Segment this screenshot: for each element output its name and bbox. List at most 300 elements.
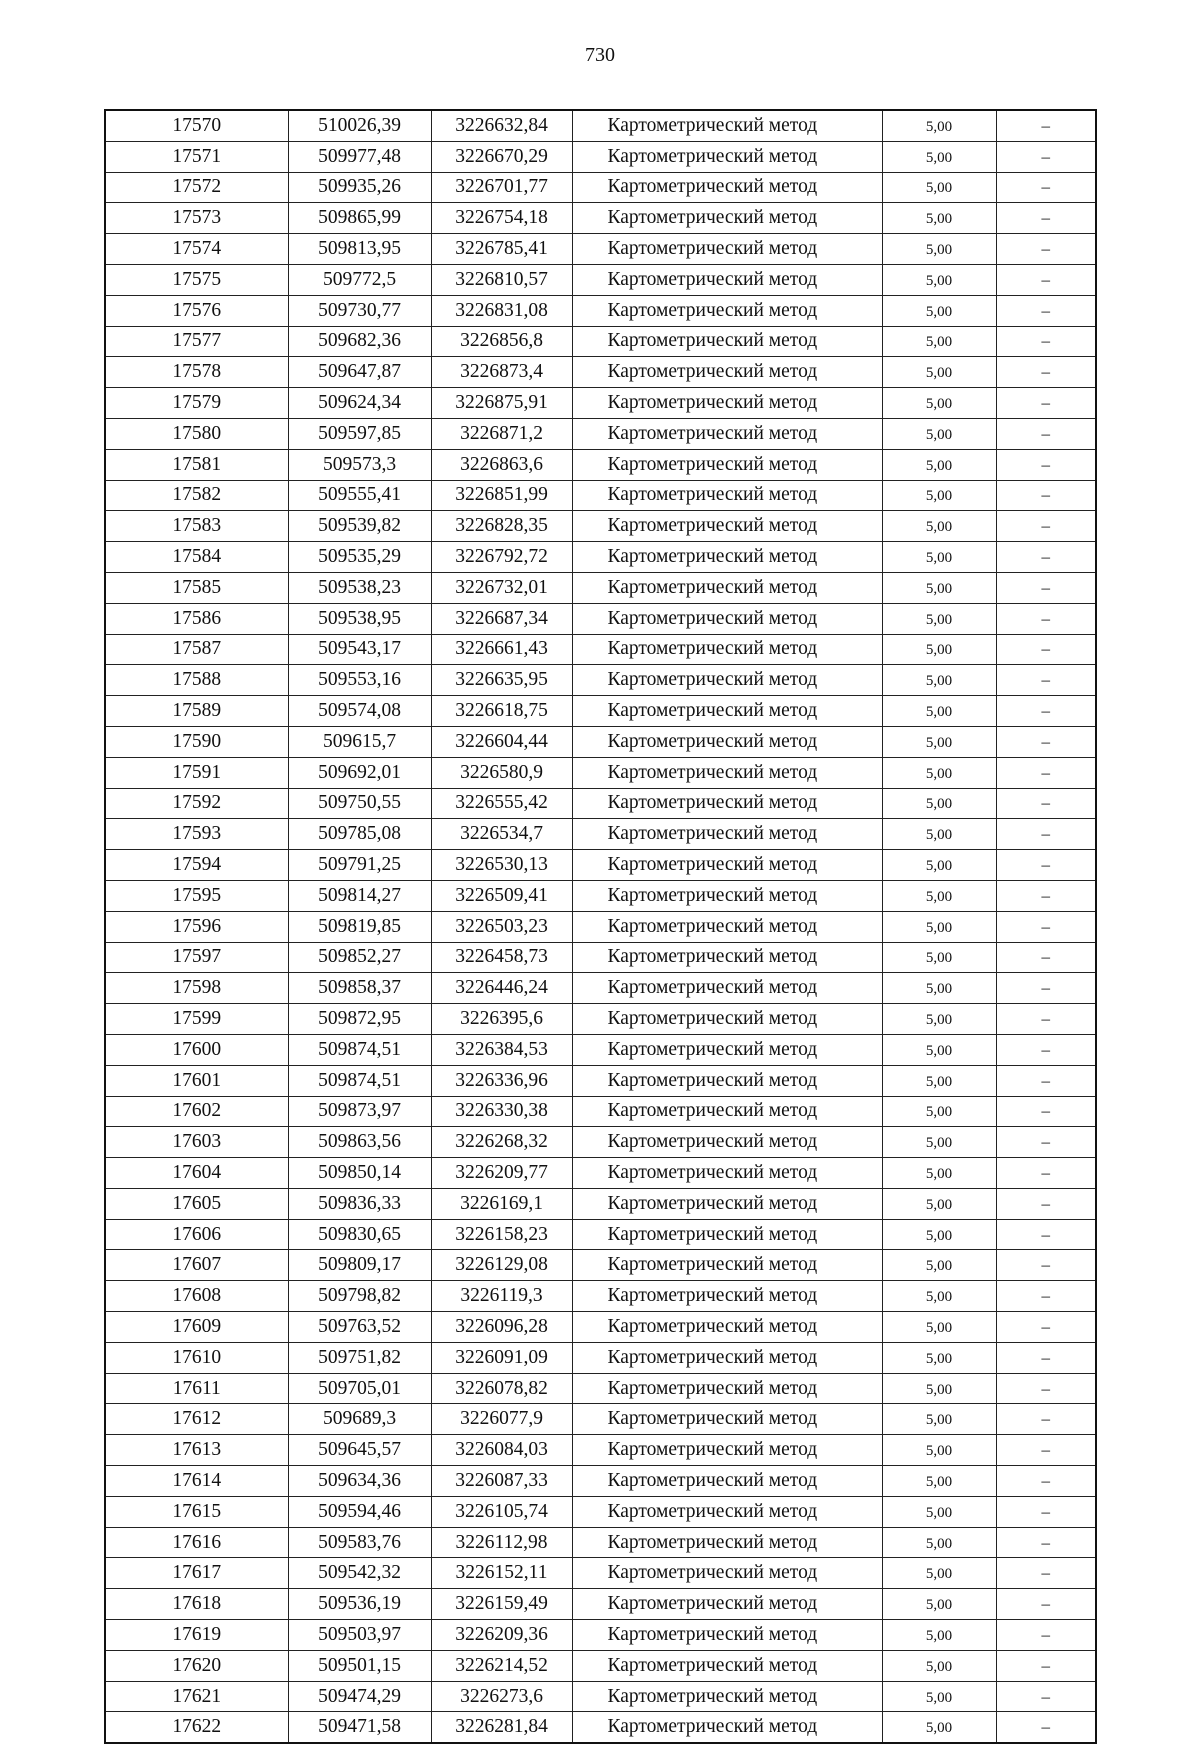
x-coordinate-cell: 509471,58 [288,1712,431,1743]
error-cell: 5,00 [882,1004,996,1035]
method-cell: Картометрический метод [572,1188,882,1219]
note-cell: – [996,141,1096,172]
method-cell: Картометрический метод [572,911,882,942]
error-cell: 5,00 [882,141,996,172]
point-number-cell: 17590 [105,726,288,757]
table-row [105,326,1096,357]
point-number-cell: 17609 [105,1312,288,1343]
error-cell: 5,00 [882,572,996,603]
y-coordinate-cell: 3226670,29 [431,141,572,172]
x-coordinate-cell: 509535,29 [288,542,431,573]
method-cell: Картометрический метод [572,696,882,727]
error-cell: 5,00 [882,1158,996,1189]
table-row [105,696,1096,727]
method-cell: Картометрический метод [572,511,882,542]
coordinates-table [104,109,1097,1744]
table-row [105,203,1096,234]
table-row [105,110,1096,141]
note-cell: – [996,511,1096,542]
x-coordinate-cell: 509536,19 [288,1589,431,1620]
x-coordinate-cell: 509583,76 [288,1527,431,1558]
point-number-cell: 17582 [105,480,288,511]
x-coordinate-cell: 509634,36 [288,1466,431,1497]
y-coordinate-cell: 3226828,35 [431,511,572,542]
method-cell: Картометрический метод [572,788,882,819]
table-row [105,1158,1096,1189]
x-coordinate-cell: 509538,95 [288,603,431,634]
x-coordinate-cell: 509791,25 [288,850,431,881]
point-number-cell: 17581 [105,449,288,480]
error-cell: 5,00 [882,1312,996,1343]
table-row [105,1004,1096,1035]
method-cell: Картометрический метод [572,973,882,1004]
note-cell: – [996,1527,1096,1558]
table-row [105,603,1096,634]
error-cell: 5,00 [882,295,996,326]
note-cell: – [996,1681,1096,1712]
method-cell: Картометрический метод [572,1466,882,1497]
table-row [105,1712,1096,1743]
x-coordinate-cell: 509689,3 [288,1404,431,1435]
method-cell: Картометрический метод [572,388,882,419]
table-row [105,1281,1096,1312]
point-number-cell: 17618 [105,1589,288,1620]
error-cell: 5,00 [882,880,996,911]
y-coordinate-cell: 3226384,53 [431,1034,572,1065]
x-coordinate-cell: 509692,01 [288,757,431,788]
x-coordinate-cell: 509543,17 [288,634,431,665]
table-row [105,1650,1096,1681]
error-cell: 5,00 [882,1527,996,1558]
method-cell: Картометрический метод [572,1404,882,1435]
point-number-cell: 17611 [105,1373,288,1404]
y-coordinate-cell: 3226754,18 [431,203,572,234]
x-coordinate-cell: 509705,01 [288,1373,431,1404]
note-cell: – [996,1250,1096,1281]
note-cell: – [996,911,1096,942]
table-row [105,788,1096,819]
x-coordinate-cell: 509555,41 [288,480,431,511]
error-cell: 5,00 [882,1281,996,1312]
table-row [105,511,1096,542]
y-coordinate-cell: 3226273,6 [431,1681,572,1712]
y-coordinate-cell: 3226395,6 [431,1004,572,1035]
table-row [105,1404,1096,1435]
y-coordinate-cell: 3226509,41 [431,880,572,911]
note-cell: – [996,1188,1096,1219]
table-row [105,1435,1096,1466]
point-number-cell: 17570 [105,110,288,141]
y-coordinate-cell: 3226091,09 [431,1342,572,1373]
x-coordinate-cell: 509594,46 [288,1496,431,1527]
x-coordinate-cell: 509935,26 [288,172,431,203]
method-cell: Картометрический метод [572,203,882,234]
y-coordinate-cell: 3226871,2 [431,418,572,449]
table-row [105,1342,1096,1373]
y-coordinate-cell: 3226831,08 [431,295,572,326]
y-coordinate-cell: 3226635,95 [431,665,572,696]
method-cell: Картометрический метод [572,880,882,911]
point-number-cell: 17577 [105,326,288,357]
note-cell: – [996,603,1096,634]
x-coordinate-cell: 509615,7 [288,726,431,757]
x-coordinate-cell: 509814,27 [288,880,431,911]
y-coordinate-cell: 3226119,3 [431,1281,572,1312]
note-cell: – [996,1404,1096,1435]
x-coordinate-cell: 509553,16 [288,665,431,696]
method-cell: Картометрический метод [572,1158,882,1189]
point-number-cell: 17572 [105,172,288,203]
y-coordinate-cell: 3226687,34 [431,603,572,634]
method-cell: Картометрический метод [572,1127,882,1158]
method-cell: Картометрический метод [572,603,882,634]
x-coordinate-cell: 509819,85 [288,911,431,942]
note-cell: – [996,295,1096,326]
error-cell: 5,00 [882,1096,996,1127]
table-row [105,141,1096,172]
x-coordinate-cell: 509809,17 [288,1250,431,1281]
y-coordinate-cell: 3226281,84 [431,1712,572,1743]
error-cell: 5,00 [882,603,996,634]
method-cell: Картометрический метод [572,1712,882,1743]
x-coordinate-cell: 509501,15 [288,1650,431,1681]
x-coordinate-cell: 509874,51 [288,1065,431,1096]
x-coordinate-cell: 509730,77 [288,295,431,326]
note-cell: – [996,480,1096,511]
point-number-cell: 17591 [105,757,288,788]
x-coordinate-cell: 509873,97 [288,1096,431,1127]
note-cell: – [996,850,1096,881]
point-number-cell: 17595 [105,880,288,911]
method-cell: Картометрический метод [572,634,882,665]
error-cell: 5,00 [882,480,996,511]
x-coordinate-cell: 509977,48 [288,141,431,172]
error-cell: 5,00 [882,234,996,265]
point-number-cell: 17585 [105,572,288,603]
method-cell: Картометрический метод [572,1065,882,1096]
method-cell: Картометрический метод [572,1373,882,1404]
point-number-cell: 17604 [105,1158,288,1189]
x-coordinate-cell: 509542,32 [288,1558,431,1589]
table-row [105,1589,1096,1620]
error-cell: 5,00 [882,511,996,542]
table-row [105,418,1096,449]
table-row [105,942,1096,973]
error-cell: 5,00 [882,1342,996,1373]
error-cell: 5,00 [882,634,996,665]
error-cell: 5,00 [882,665,996,696]
coordinates-table-body [105,110,1096,1743]
note-cell: – [996,234,1096,265]
x-coordinate-cell: 509785,08 [288,819,431,850]
method-cell: Картометрический метод [572,1527,882,1558]
point-number-cell: 17606 [105,1219,288,1250]
method-cell: Картометрический метод [572,1496,882,1527]
point-number-cell: 17622 [105,1712,288,1743]
point-number-cell: 17579 [105,388,288,419]
point-number-cell: 17619 [105,1620,288,1651]
error-cell: 5,00 [882,1065,996,1096]
method-cell: Картометрический метод [572,542,882,573]
note-cell: – [996,388,1096,419]
note-cell: – [996,1312,1096,1343]
point-number-cell: 17598 [105,973,288,1004]
method-cell: Картометрический метод [572,942,882,973]
point-number-cell: 17592 [105,788,288,819]
error-cell: 5,00 [882,819,996,850]
error-cell: 5,00 [882,203,996,234]
note-cell: – [996,1466,1096,1497]
y-coordinate-cell: 3226530,13 [431,850,572,881]
note-cell: – [996,110,1096,141]
error-cell: 5,00 [882,388,996,419]
x-coordinate-cell: 509539,82 [288,511,431,542]
method-cell: Картометрический метод [572,1342,882,1373]
x-coordinate-cell: 509872,95 [288,1004,431,1035]
table-row [105,1620,1096,1651]
table-row [105,726,1096,757]
note-cell: – [996,1127,1096,1158]
table-row [105,388,1096,419]
y-coordinate-cell: 3226534,7 [431,819,572,850]
note-cell: – [996,696,1096,727]
point-number-cell: 17596 [105,911,288,942]
table-row [105,1681,1096,1712]
point-number-cell: 17583 [105,511,288,542]
x-coordinate-cell: 509813,95 [288,234,431,265]
table-row [105,911,1096,942]
point-number-cell: 17599 [105,1004,288,1035]
table-row [105,757,1096,788]
note-cell: – [996,880,1096,911]
point-number-cell: 17612 [105,1404,288,1435]
error-cell: 5,00 [882,110,996,141]
note-cell: – [996,1496,1096,1527]
x-coordinate-cell: 509836,33 [288,1188,431,1219]
note-cell: – [996,973,1096,1004]
method-cell: Картометрический метод [572,418,882,449]
y-coordinate-cell: 3226268,32 [431,1127,572,1158]
point-number-cell: 17584 [105,542,288,573]
point-number-cell: 17613 [105,1435,288,1466]
table-row [105,572,1096,603]
y-coordinate-cell: 3226810,57 [431,264,572,295]
method-cell: Картометрический метод [572,1281,882,1312]
table-row [105,357,1096,388]
y-coordinate-cell: 3226851,99 [431,480,572,511]
error-cell: 5,00 [882,357,996,388]
x-coordinate-cell: 509503,97 [288,1620,431,1651]
table-row [105,480,1096,511]
method-cell: Картометрический метод [572,449,882,480]
point-number-cell: 17587 [105,634,288,665]
table-row [105,1373,1096,1404]
error-cell: 5,00 [882,1034,996,1065]
y-coordinate-cell: 3226863,6 [431,449,572,480]
note-cell: – [996,572,1096,603]
point-number-cell: 17607 [105,1250,288,1281]
point-number-cell: 17580 [105,418,288,449]
x-coordinate-cell: 509830,65 [288,1219,431,1250]
method-cell: Картометрический метод [572,110,882,141]
point-number-cell: 17573 [105,203,288,234]
error-cell: 5,00 [882,1589,996,1620]
y-coordinate-cell: 3226209,36 [431,1620,572,1651]
error-cell: 5,00 [882,1650,996,1681]
table-row [105,295,1096,326]
y-coordinate-cell: 3226875,91 [431,388,572,419]
x-coordinate-cell: 509574,08 [288,696,431,727]
y-coordinate-cell: 3226604,44 [431,726,572,757]
note-cell: – [996,1219,1096,1250]
table-row [105,665,1096,696]
y-coordinate-cell: 3226112,98 [431,1527,572,1558]
note-cell: – [996,449,1096,480]
y-coordinate-cell: 3226330,38 [431,1096,572,1127]
method-cell: Картометрический метод [572,572,882,603]
method-cell: Картометрический метод [572,480,882,511]
point-number-cell: 17575 [105,264,288,295]
y-coordinate-cell: 3226792,72 [431,542,572,573]
x-coordinate-cell: 509850,14 [288,1158,431,1189]
point-number-cell: 17608 [105,1281,288,1312]
x-coordinate-cell: 509474,29 [288,1681,431,1712]
point-number-cell: 17571 [105,141,288,172]
point-number-cell: 17576 [105,295,288,326]
error-cell: 5,00 [882,1404,996,1435]
y-coordinate-cell: 3226096,28 [431,1312,572,1343]
table-row [105,1034,1096,1065]
table-row [105,819,1096,850]
x-coordinate-cell: 509624,34 [288,388,431,419]
point-number-cell: 17588 [105,665,288,696]
y-coordinate-cell: 3226732,01 [431,572,572,603]
method-cell: Картометрический метод [572,819,882,850]
point-number-cell: 17615 [105,1496,288,1527]
note-cell: – [996,357,1096,388]
error-cell: 5,00 [882,1188,996,1219]
note-cell: – [996,172,1096,203]
x-coordinate-cell: 509763,52 [288,1312,431,1343]
method-cell: Картометрический метод [572,665,882,696]
x-coordinate-cell: 509863,56 [288,1127,431,1158]
method-cell: Картометрический метод [572,850,882,881]
error-cell: 5,00 [882,1712,996,1743]
x-coordinate-cell: 509751,82 [288,1342,431,1373]
table-row [105,1219,1096,1250]
point-number-cell: 17578 [105,357,288,388]
note-cell: – [996,665,1096,696]
method-cell: Картометрический метод [572,1250,882,1281]
error-cell: 5,00 [882,1681,996,1712]
error-cell: 5,00 [882,1620,996,1651]
note-cell: – [996,1004,1096,1035]
y-coordinate-cell: 3226077,9 [431,1404,572,1435]
method-cell: Картометрический метод [572,1589,882,1620]
point-number-cell: 17594 [105,850,288,881]
note-cell: – [996,819,1096,850]
error-cell: 5,00 [882,1127,996,1158]
note-cell: – [996,1712,1096,1743]
table-row [105,1065,1096,1096]
method-cell: Картометрический метод [572,1219,882,1250]
table-row [105,449,1096,480]
method-cell: Картометрический метод [572,1681,882,1712]
table-row [105,973,1096,1004]
error-cell: 5,00 [882,973,996,1004]
table-row [105,850,1096,881]
x-coordinate-cell: 509852,27 [288,942,431,973]
x-coordinate-cell: 509647,87 [288,357,431,388]
y-coordinate-cell: 3226129,08 [431,1250,572,1281]
point-number-cell: 17597 [105,942,288,973]
method-cell: Картометрический метод [572,1620,882,1651]
y-coordinate-cell: 3226152,11 [431,1558,572,1589]
error-cell: 5,00 [882,757,996,788]
method-cell: Картометрический метод [572,295,882,326]
y-coordinate-cell: 3226618,75 [431,696,572,727]
error-cell: 5,00 [882,1435,996,1466]
x-coordinate-cell: 509798,82 [288,1281,431,1312]
point-number-cell: 17614 [105,1466,288,1497]
method-cell: Картометрический метод [572,1034,882,1065]
error-cell: 5,00 [882,788,996,819]
table-row [105,1312,1096,1343]
y-coordinate-cell: 3226446,24 [431,973,572,1004]
note-cell: – [996,1065,1096,1096]
error-cell: 5,00 [882,264,996,295]
table-row [105,172,1096,203]
error-cell: 5,00 [882,172,996,203]
x-coordinate-cell: 509874,51 [288,1034,431,1065]
note-cell: – [996,757,1096,788]
y-coordinate-cell: 3226701,77 [431,172,572,203]
error-cell: 5,00 [882,850,996,881]
point-number-cell: 17602 [105,1096,288,1127]
method-cell: Картометрический метод [572,357,882,388]
y-coordinate-cell: 3226856,8 [431,326,572,357]
point-number-cell: 17601 [105,1065,288,1096]
error-cell: 5,00 [882,326,996,357]
table-row [105,880,1096,911]
method-cell: Картометрический метод [572,264,882,295]
table-row [105,1558,1096,1589]
x-coordinate-cell: 509645,57 [288,1435,431,1466]
note-cell: – [996,1034,1096,1065]
y-coordinate-cell: 3226209,77 [431,1158,572,1189]
method-cell: Картометрический метод [572,726,882,757]
error-cell: 5,00 [882,696,996,727]
y-coordinate-cell: 3226105,74 [431,1496,572,1527]
y-coordinate-cell: 3226087,33 [431,1466,572,1497]
method-cell: Картометрический метод [572,757,882,788]
note-cell: – [996,1096,1096,1127]
y-coordinate-cell: 3226785,41 [431,234,572,265]
error-cell: 5,00 [882,911,996,942]
point-number-cell: 17620 [105,1650,288,1681]
note-cell: – [996,418,1096,449]
table-row [105,542,1096,573]
method-cell: Картометрический метод [572,1650,882,1681]
x-coordinate-cell: 509858,37 [288,973,431,1004]
y-coordinate-cell: 3226632,84 [431,110,572,141]
note-cell: – [996,1558,1096,1589]
error-cell: 5,00 [882,1250,996,1281]
note-cell: – [996,1373,1096,1404]
point-number-cell: 17603 [105,1127,288,1158]
note-cell: – [996,942,1096,973]
method-cell: Картометрический метод [572,1004,882,1035]
